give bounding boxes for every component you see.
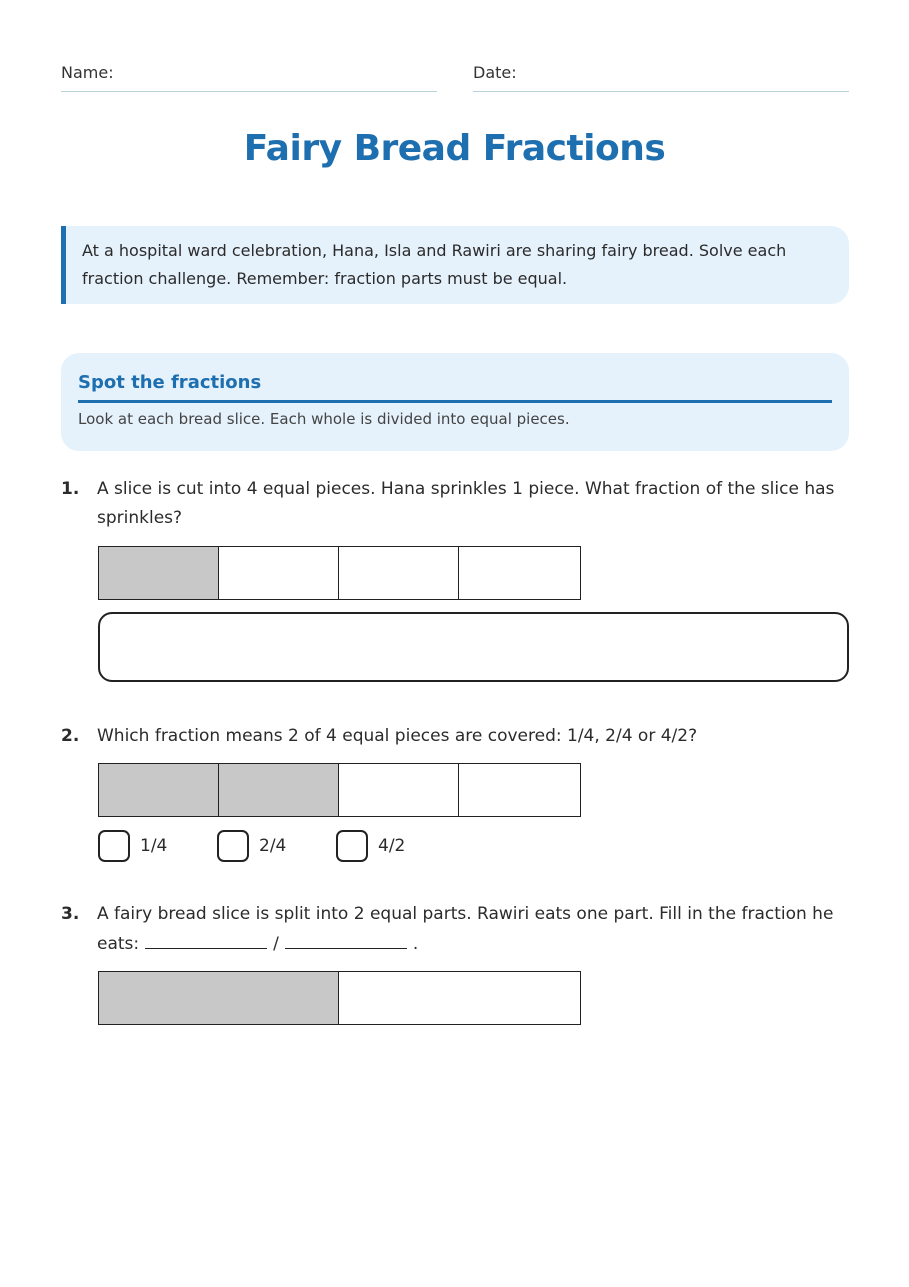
question-3 (61, 900, 851, 960)
name-field[interactable] (61, 62, 437, 92)
question-text: A slice is cut into 4 equal pieces. Hana sprinkles 1 piece. What fraction of the slice has sprinkles? (97, 479, 835, 528)
option-4-2[interactable] (336, 829, 405, 863)
checkbox[interactable] (336, 830, 368, 862)
question-1 (61, 475, 851, 535)
question-2 (61, 722, 851, 752)
fraction-bar-2 (98, 763, 581, 817)
fraction-bar-1 (98, 546, 581, 600)
fraction-cell (339, 764, 459, 816)
fraction-cell-shaded (99, 972, 339, 1024)
option-2-4[interactable] (217, 829, 286, 863)
fraction-cell (219, 547, 339, 599)
fraction-cell-shaded (99, 764, 219, 816)
name-label: Name: (61, 63, 114, 82)
option-label: 2/4 (259, 836, 287, 856)
question-text-after: . (412, 934, 419, 954)
question-text: Which fraction means 2 of 4 equal pieces are covered: 1/4, 2/4 or 4/2? (97, 726, 698, 746)
question-number: 3. (61, 904, 80, 924)
answer-box[interactable] (98, 612, 849, 682)
date-label: Date: (473, 63, 517, 82)
checkbox[interactable] (98, 830, 130, 862)
numerator-blank[interactable] (145, 929, 267, 949)
fraction-bar-3 (98, 971, 581, 1025)
option-label: 4/2 (378, 836, 406, 856)
option-1-4[interactable] (98, 829, 167, 863)
denominator-blank[interactable] (285, 929, 407, 949)
question-text-before: A fairy bread slice is split into 2 equal parts. Rawiri eats one part. Fill in the fraction he eats: (97, 904, 834, 954)
question-text (97, 900, 851, 959)
fraction-separator: / (273, 934, 279, 954)
fraction-cell (339, 547, 459, 599)
intro-callout: At a hospital ward celebration, Hana, Isla and Rawiri are sharing fairy bread. Solve each fraction challenge. Remember: fraction parts must be equal. (61, 226, 849, 304)
page-title: Fairy Bread Fractions (243, 128, 666, 169)
question-number: 2. (61, 726, 80, 746)
section-title: Spot the fractions (78, 369, 832, 403)
fraction-cell (459, 547, 579, 599)
fraction-cell (459, 764, 579, 816)
fraction-cell-shaded (219, 764, 339, 816)
option-label: 1/4 (140, 836, 168, 856)
checkbox[interactable] (217, 830, 249, 862)
section-panel (61, 353, 849, 451)
fraction-cell-shaded (99, 547, 219, 599)
date-field[interactable] (473, 62, 849, 92)
section-description: Look at each bread slice. Each whole is divided into equal pieces. (78, 410, 570, 428)
fraction-cell (339, 972, 579, 1024)
question-number: 1. (61, 479, 80, 499)
